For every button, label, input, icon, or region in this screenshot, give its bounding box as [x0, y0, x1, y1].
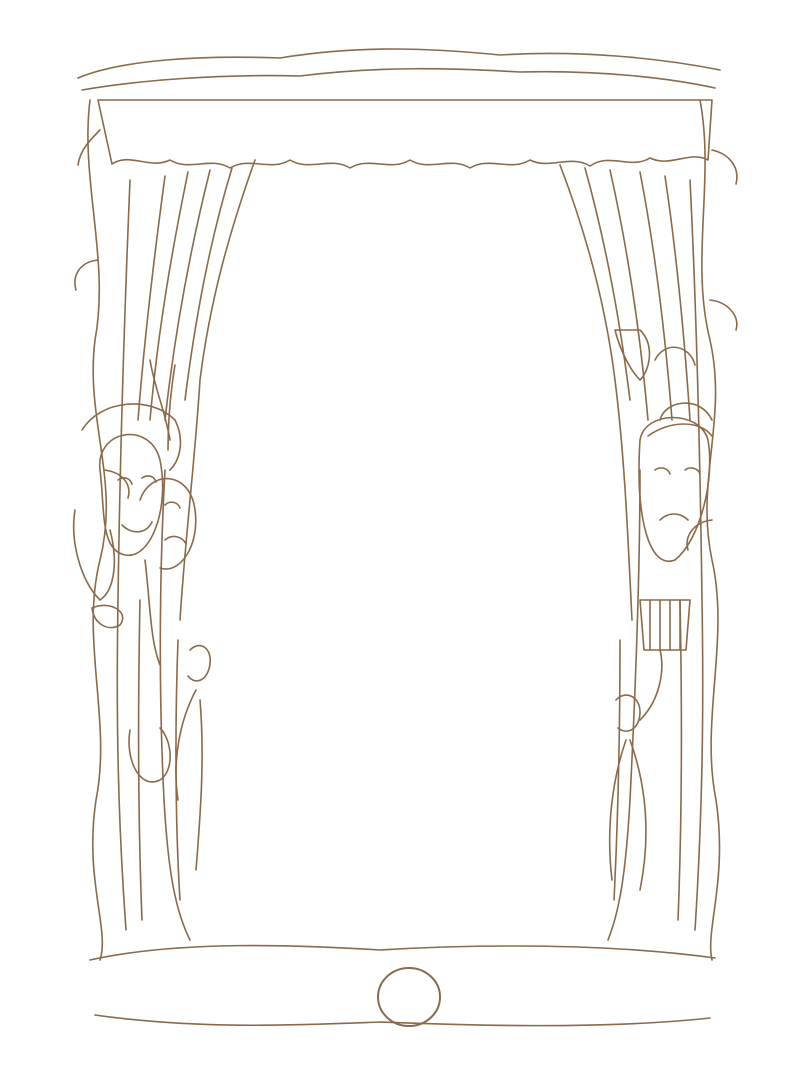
- page-number: [378, 968, 440, 1026]
- right-curtain: [560, 165, 703, 940]
- left-figure-with-lyre: [129, 646, 210, 870]
- top-rose-garland: [78, 49, 720, 90]
- left-curtain: [117, 160, 255, 940]
- curtain-valance: [98, 100, 712, 168]
- left-theatre-masks: [74, 360, 196, 665]
- page-number-container: [378, 968, 440, 1026]
- right-vine: [687, 100, 737, 960]
- poem: [250, 380, 570, 400]
